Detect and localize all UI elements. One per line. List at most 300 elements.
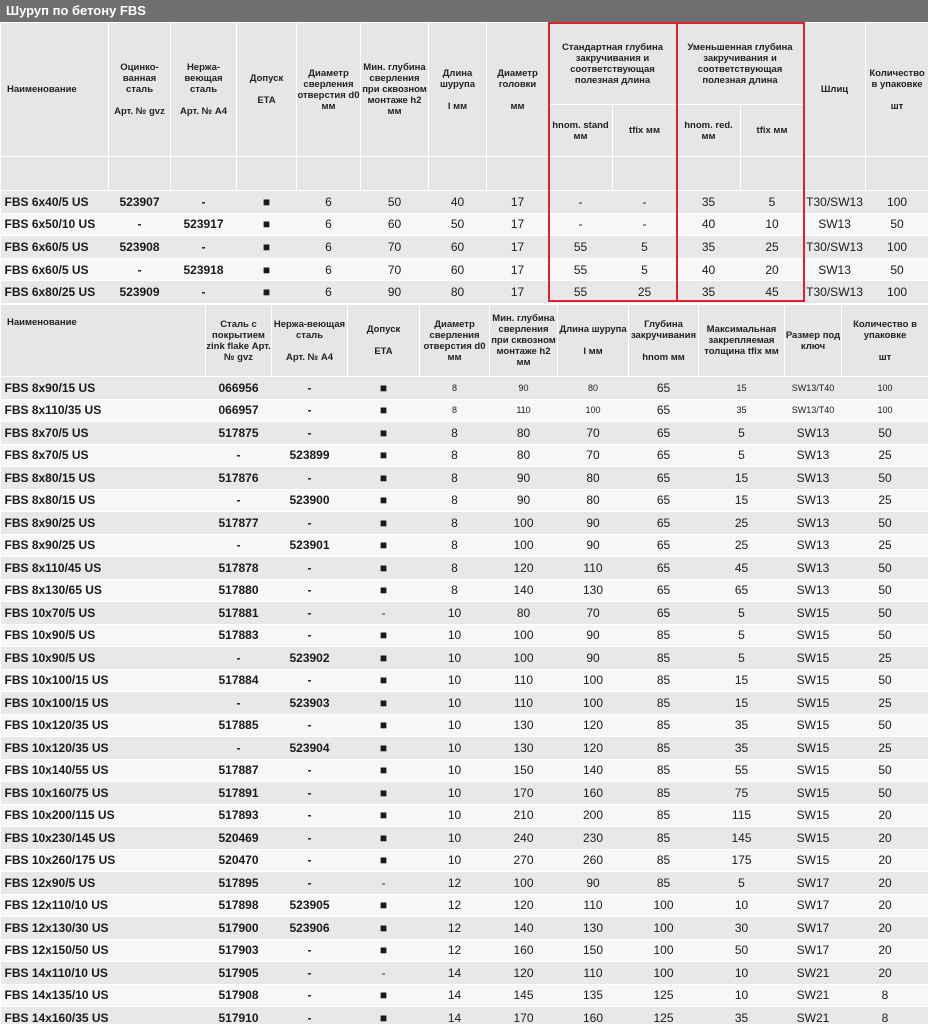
col-length-header: Длина шурупа l мм	[429, 23, 487, 157]
table-cell: SW13	[785, 534, 842, 557]
table-cell: 100	[490, 647, 558, 670]
table-cell: -	[272, 377, 348, 400]
table-cell: 270	[490, 849, 558, 872]
table-row	[1, 399, 928, 422]
table-cell: 10	[420, 624, 490, 647]
table-row	[1, 782, 928, 805]
page-title: Шуруп по бетону FBS	[0, 0, 928, 22]
table-cell: 65	[699, 579, 785, 602]
table-cell: 100	[866, 191, 928, 214]
table-cell: 55	[549, 258, 613, 281]
table-cell: 125	[629, 1007, 699, 1024]
table-cell: 10	[741, 213, 804, 236]
table-cell: 517887	[206, 759, 272, 782]
table-cell: 135	[558, 984, 629, 1007]
table-cell: 523899	[272, 444, 348, 467]
table-cell: 65	[629, 399, 699, 422]
table-cell: 130	[558, 579, 629, 602]
table-cell: SW15	[785, 669, 842, 692]
table-cell: 517908	[206, 984, 272, 1007]
table-cell: 100	[866, 281, 928, 304]
table-cell: ■	[237, 191, 297, 214]
product-name-cell: FBS 10x160/75 US	[1, 782, 206, 805]
table-cell: 110	[558, 962, 629, 985]
b-col-approval-header: Допуск ETA	[348, 305, 420, 377]
table-cell: 523917	[171, 213, 237, 236]
table-row	[1, 939, 928, 962]
table-cell: 100	[558, 692, 629, 715]
table-row	[1, 489, 928, 512]
table-row	[1, 281, 928, 304]
table-cell: 10	[420, 737, 490, 760]
table-cell: -	[171, 281, 237, 304]
table-cell: SW21	[785, 1007, 842, 1024]
table-cell: 85	[629, 872, 699, 895]
table-cell: SW13	[804, 213, 866, 236]
table-cell: SW13	[785, 557, 842, 580]
col-std-depth-header: Стандартная глубина закручивания и соответствующая полезная длина	[549, 23, 677, 105]
col-std-h-header: hnom. stand мм	[549, 105, 613, 157]
table-cell: -	[272, 399, 348, 422]
table-cell: 25	[699, 534, 785, 557]
table-cell: 517884	[206, 669, 272, 692]
table-cell: 17	[487, 236, 549, 259]
table-cell: 517898	[206, 894, 272, 917]
table-cell: 5	[699, 422, 785, 445]
table-cell: 10	[699, 894, 785, 917]
table-cell: -	[613, 191, 677, 214]
table-cell: 120	[558, 737, 629, 760]
table-cell: 10	[420, 647, 490, 670]
table-row	[1, 714, 928, 737]
table-cell: 25	[842, 692, 928, 715]
table-cell: -	[272, 849, 348, 872]
table-row	[1, 917, 928, 940]
table-cell: 200	[558, 804, 629, 827]
table-cell: ■	[348, 647, 420, 670]
table-cell: 523900	[272, 489, 348, 512]
table-cell: 25	[842, 444, 928, 467]
table-cell: 90	[558, 872, 629, 895]
table-cell: 50	[842, 467, 928, 490]
table-cell: -	[171, 236, 237, 259]
product-name-cell: FBS 10x120/35 US	[1, 737, 206, 760]
table-cell: SW15	[785, 849, 842, 872]
table-row	[1, 827, 928, 850]
table-cell: 80	[558, 467, 629, 490]
table-cell: 517875	[206, 422, 272, 445]
table-cell: 10	[699, 984, 785, 1007]
b-col-name-header: Наименование	[1, 305, 206, 377]
table-cell: 100	[629, 894, 699, 917]
table-cell: 20	[842, 804, 928, 827]
table-row	[1, 692, 928, 715]
table-cell: 10	[420, 669, 490, 692]
table-cell: 145	[699, 827, 785, 850]
table-cell: SW15	[785, 624, 842, 647]
table-cell: 80	[490, 422, 558, 445]
table-cell: ■	[348, 579, 420, 602]
table-cell: -	[109, 258, 171, 281]
table-cell: 65	[629, 422, 699, 445]
table-cell: -	[272, 804, 348, 827]
table-cell: SW15	[785, 759, 842, 782]
table-cell: ■	[348, 467, 420, 490]
b-col-stainless-header: Нержа-веющая сталь Арт. № А4	[272, 305, 348, 377]
table-row	[1, 377, 928, 400]
table-cell: 50	[842, 602, 928, 625]
table-cell: 65	[629, 602, 699, 625]
table-cell: -	[272, 557, 348, 580]
table-cell: 85	[629, 692, 699, 715]
table-cell: 40	[429, 191, 487, 214]
bottom-spec-table	[0, 304, 928, 1024]
table-cell: ■	[348, 377, 420, 400]
table-cell: 8	[842, 1007, 928, 1024]
table-cell: 55	[699, 759, 785, 782]
table-row	[1, 602, 928, 625]
table-cell: 523901	[272, 534, 348, 557]
table-cell: 17	[487, 213, 549, 236]
table-cell: ■	[348, 624, 420, 647]
table-cell: ■	[348, 512, 420, 535]
table-cell: 90	[490, 489, 558, 512]
table-cell: 50	[361, 191, 429, 214]
table-cell: 90	[558, 647, 629, 670]
table-row	[1, 737, 928, 760]
table-cell: 170	[490, 782, 558, 805]
product-name-cell: FBS 6x80/25 US	[1, 281, 109, 304]
table-cell: SW17	[785, 939, 842, 962]
table-cell: 40	[677, 258, 741, 281]
table-row	[1, 579, 928, 602]
table-cell: 240	[490, 827, 558, 850]
table-cell: 517900	[206, 917, 272, 940]
table-cell: -	[272, 669, 348, 692]
table-cell: 523909	[109, 281, 171, 304]
table-cell: 85	[629, 849, 699, 872]
table-cell: 10	[420, 759, 490, 782]
table-cell: 50	[842, 512, 928, 535]
table-cell: 150	[558, 939, 629, 962]
table-cell: 45	[699, 557, 785, 580]
table-cell: 60	[429, 236, 487, 259]
table-row	[1, 849, 928, 872]
table-cell: 110	[558, 557, 629, 580]
table-row	[1, 669, 928, 692]
table-cell: 120	[558, 714, 629, 737]
table-cell: 100	[490, 872, 558, 895]
table-cell: 175	[699, 849, 785, 872]
table-cell: SW15	[785, 602, 842, 625]
table-cell: 55	[549, 281, 613, 304]
table-cell: 110	[490, 669, 558, 692]
table-cell: 5	[613, 258, 677, 281]
table-cell: 5	[741, 191, 804, 214]
col-qty-header: Количество в упаковке шт	[866, 23, 928, 157]
table-cell: 85	[629, 782, 699, 805]
table-cell: 130	[490, 714, 558, 737]
table-cell: 65	[629, 444, 699, 467]
table-cell: 50	[866, 258, 928, 281]
table-cell: 50	[842, 557, 928, 580]
table-row	[1, 191, 928, 214]
table-cell: 523904	[272, 737, 348, 760]
table-cell: 125	[629, 984, 699, 1007]
table-cell: ■	[348, 534, 420, 557]
table-cell: ■	[348, 714, 420, 737]
table-cell: 15	[699, 489, 785, 512]
table-cell: 115	[699, 804, 785, 827]
table-cell: ■	[348, 759, 420, 782]
table-cell: 110	[558, 894, 629, 917]
product-name-cell: FBS 14x110/10 US	[1, 962, 206, 985]
table-cell: 70	[558, 444, 629, 467]
table-cell: 8	[420, 579, 490, 602]
table-cell: 10	[699, 962, 785, 985]
table-cell: 140	[490, 579, 558, 602]
table-cell: SW13	[785, 489, 842, 512]
col-slot-header: Шлиц	[804, 23, 866, 157]
table-cell: 520469	[206, 827, 272, 850]
table-cell: 8	[420, 377, 490, 400]
table-cell: 517880	[206, 579, 272, 602]
table-cell: 20	[741, 258, 804, 281]
product-name-cell: FBS 8x90/15 US	[1, 377, 206, 400]
table-cell: 25	[699, 512, 785, 535]
table-cell: 517891	[206, 782, 272, 805]
table-cell: SW13	[804, 258, 866, 281]
table-cell: 20	[842, 827, 928, 850]
table-cell: 517903	[206, 939, 272, 962]
table-cell: 5	[699, 624, 785, 647]
table-cell: ■	[348, 489, 420, 512]
table-cell: 520470	[206, 849, 272, 872]
table-cell: SW13/T40	[785, 399, 842, 422]
table-row	[1, 258, 928, 281]
table-row	[1, 647, 928, 670]
table-cell: SW15	[785, 737, 842, 760]
table-cell: 50	[866, 213, 928, 236]
table-cell: ■	[348, 984, 420, 1007]
table-cell: 517885	[206, 714, 272, 737]
table-cell: 25	[613, 281, 677, 304]
product-name-cell: FBS 10x90/5 US	[1, 647, 206, 670]
table-cell: 90	[490, 467, 558, 490]
table-cell: 523905	[272, 894, 348, 917]
product-name-cell: FBS 12x110/10 US	[1, 894, 206, 917]
col-red-h-header: hnom. red. мм	[677, 105, 741, 157]
table-cell: 90	[558, 512, 629, 535]
table-cell: SW15	[785, 714, 842, 737]
table-cell: 160	[558, 1007, 629, 1024]
product-name-cell: FBS 10x200/115 US	[1, 804, 206, 827]
table-cell: 85	[629, 759, 699, 782]
table-cell: ■	[348, 849, 420, 872]
col-std-t-header: tfix мм	[613, 105, 677, 157]
table-cell: 100	[866, 236, 928, 259]
table-cell: 65	[629, 579, 699, 602]
table-row	[1, 444, 928, 467]
table-cell: -	[206, 737, 272, 760]
table-cell: 5	[699, 872, 785, 895]
product-name-cell: FBS 10x230/145 US	[1, 827, 206, 850]
table-cell: 066956	[206, 377, 272, 400]
table-cell: 15	[699, 692, 785, 715]
table-cell: -	[272, 782, 348, 805]
product-name-cell: FBS 8x90/25 US	[1, 534, 206, 557]
table-row	[1, 962, 928, 985]
table-cell: 8	[420, 534, 490, 557]
table-cell: ■	[348, 692, 420, 715]
product-name-cell: FBS 8x70/5 US	[1, 444, 206, 467]
table-cell: 6	[297, 191, 361, 214]
table-cell: 100	[558, 669, 629, 692]
table-cell: -	[272, 939, 348, 962]
table-cell: -	[272, 422, 348, 445]
col-steel-header: Оцинко-ванная сталь Арт. № gvz	[109, 23, 171, 157]
top-spec-table	[0, 22, 928, 304]
table-cell: 25	[842, 489, 928, 512]
table-row	[1, 557, 928, 580]
table-row	[1, 534, 928, 557]
table-cell: 90	[558, 534, 629, 557]
table-cell: 120	[490, 962, 558, 985]
table-cell: 80	[558, 377, 629, 400]
table-cell: 25	[842, 647, 928, 670]
product-name-cell: FBS 14x160/35 US	[1, 1007, 206, 1024]
table-cell: 170	[490, 1007, 558, 1024]
col-stainless-header: Нержа-веющая сталь Арт. № А4	[171, 23, 237, 157]
table-cell: 8	[420, 489, 490, 512]
product-name-cell: FBS 10x70/5 US	[1, 602, 206, 625]
table-cell: 60	[429, 258, 487, 281]
table-cell: SW17	[785, 894, 842, 917]
b-col-min-depth-header: Мин. глубина сверления при сквозном монтаже h2 мм	[490, 305, 558, 377]
table-cell: 517878	[206, 557, 272, 580]
table-cell: SW15	[785, 827, 842, 850]
table-cell: ■	[237, 213, 297, 236]
table-cell: 12	[420, 872, 490, 895]
table-cell: SW21	[785, 984, 842, 1007]
table-cell: 90	[361, 281, 429, 304]
table-cell: 35	[677, 236, 741, 259]
table-cell: 160	[490, 939, 558, 962]
table-cell: 85	[629, 804, 699, 827]
table-cell: 10	[420, 602, 490, 625]
product-name-cell: FBS 6x40/5 US	[1, 191, 109, 214]
table-row	[1, 804, 928, 827]
col-head-diam-header: Диаметр головки мм	[487, 23, 549, 157]
table-cell: 6	[297, 236, 361, 259]
product-name-cell: FBS 8x130/65 US	[1, 579, 206, 602]
table-cell: 65	[629, 534, 699, 557]
table-cell: 50	[842, 759, 928, 782]
product-name-cell: FBS 8x110/35 US	[1, 399, 206, 422]
table-cell: -	[272, 579, 348, 602]
table-cell: 210	[490, 804, 558, 827]
table-cell: -	[348, 962, 420, 985]
product-name-cell: FBS 8x80/15 US	[1, 489, 206, 512]
table-row	[1, 894, 928, 917]
table-cell: 8	[420, 467, 490, 490]
b-col-length-header: Длина шурупа l мм	[558, 305, 629, 377]
table-cell: 517905	[206, 962, 272, 985]
table-cell: -	[206, 647, 272, 670]
table-cell: 100	[842, 377, 928, 400]
table-cell: 6	[297, 213, 361, 236]
table-cell: 140	[558, 759, 629, 782]
table-cell: -	[272, 512, 348, 535]
table-cell: -	[206, 534, 272, 557]
table-cell: 15	[699, 377, 785, 400]
table-cell: 70	[558, 422, 629, 445]
table-cell: 80	[490, 444, 558, 467]
table-cell: ■	[348, 399, 420, 422]
table-cell: 90	[490, 377, 558, 400]
table-cell: 65	[629, 467, 699, 490]
table-cell: SW13	[785, 422, 842, 445]
table-cell: 523918	[171, 258, 237, 281]
table-cell: 517877	[206, 512, 272, 535]
table-cell: ■	[237, 281, 297, 304]
table-cell: -	[272, 962, 348, 985]
table-cell: 10	[420, 804, 490, 827]
table-cell: 6	[297, 258, 361, 281]
table-cell: -	[272, 714, 348, 737]
table-cell: ■	[237, 236, 297, 259]
table-cell: 85	[629, 714, 699, 737]
table-cell: ■	[348, 804, 420, 827]
table-cell: 65	[629, 512, 699, 535]
table-cell: -	[272, 1007, 348, 1024]
product-name-cell: FBS 8x80/15 US	[1, 467, 206, 490]
product-name-cell: FBS 6x60/5 US	[1, 258, 109, 281]
table-cell: SW15	[785, 782, 842, 805]
product-name-cell: FBS 8x70/5 US	[1, 422, 206, 445]
table-cell: -	[348, 872, 420, 895]
table-cell: 80	[558, 489, 629, 512]
table-cell: -	[272, 467, 348, 490]
table-cell: 65	[629, 557, 699, 580]
product-name-cell: FBS 8x90/25 US	[1, 512, 206, 535]
table-cell: 5	[699, 602, 785, 625]
table-cell: 12	[420, 894, 490, 917]
table-cell: 12	[420, 939, 490, 962]
b-col-qty-header: Количество в упаковке шт	[842, 305, 928, 377]
table-cell: 80	[490, 602, 558, 625]
table-cell: ■	[348, 917, 420, 940]
table-cell: SW13	[785, 444, 842, 467]
product-name-cell: FBS 14x135/10 US	[1, 984, 206, 1007]
table-cell: SW17	[785, 872, 842, 895]
product-name-cell: FBS 10x100/15 US	[1, 669, 206, 692]
table-cell: SW17	[785, 917, 842, 940]
table-cell: 85	[629, 737, 699, 760]
table-cell: 80	[429, 281, 487, 304]
table-cell: 50	[842, 422, 928, 445]
table-cell: 65	[629, 377, 699, 400]
table-cell: 100	[490, 512, 558, 535]
table-cell: ■	[348, 422, 420, 445]
table-cell: ■	[348, 557, 420, 580]
b-col-depth-header: Глубина закручивания hnom мм	[629, 305, 699, 377]
table-cell: 10	[420, 714, 490, 737]
table-cell: -	[613, 213, 677, 236]
table-cell: 160	[558, 782, 629, 805]
table-cell: 10	[420, 827, 490, 850]
table-cell: 20	[842, 894, 928, 917]
